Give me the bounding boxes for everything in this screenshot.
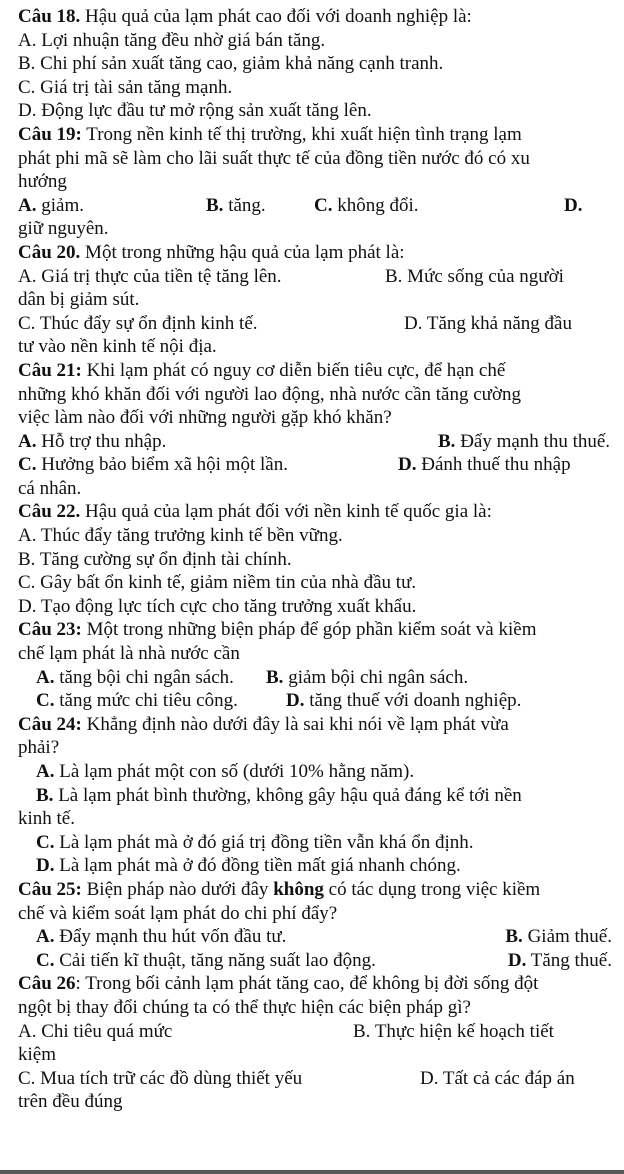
option-d: D. Tăng khả năng đầu (404, 312, 572, 334)
option-b-cont: kiệm (18, 1044, 56, 1066)
options-row (18, 194, 612, 218)
question-stem-cont: việc làm nào đối với những người gặp khó khăn? (18, 407, 392, 429)
question-stem: Biện pháp nào dưới đây (81, 878, 274, 900)
option-a: A. Lợi nhuận tăng đều nhờ giá bán tăng. (18, 29, 326, 51)
option-c: C. Là lạm phát mà ở đó giá trị đồng tiền vẫn khá ổn định. (36, 831, 474, 853)
options-row (18, 689, 612, 713)
question-stem-cont: chế lạm phát là nhà nước cần (18, 643, 240, 665)
question-stem: Khẳng định nào dưới đây là sai khi nói về lạm phát vừa (81, 713, 509, 735)
question-18 (18, 5, 612, 123)
question-stem-cont: ngột bị thay đổi chúng ta có thể thực hiện các biện pháp gì? (18, 996, 471, 1018)
option-a: A. Thúc đẩy tăng trưởng kinh tế bền vững. (18, 525, 343, 547)
option-b: B. Giảm thuế. (505, 926, 612, 948)
options-row (18, 265, 612, 289)
question-stem: Một trong những hậu quả của lạm phát là: (80, 241, 405, 263)
option-b: B. Là lạm phát bình thường, không gây hậu quả đáng kể tới nền (36, 784, 522, 806)
option-b: B. tăng. (206, 194, 266, 216)
question-stem: có tác dụng trong việc kiềm (323, 878, 541, 900)
page-bottom-edge (0, 1170, 624, 1174)
question-20 (18, 241, 612, 359)
option-c: C. Mua tích trữ các đồ dùng thiết yếu (18, 1067, 303, 1089)
option-d: D. Là lạm phát mà ở đó đồng tiền mất giá nhanh chóng. (36, 855, 461, 877)
option-d-cont: tư vào nền kinh tế nội địa. (18, 336, 217, 358)
option-d: D. Tạo động lực tích cực cho tăng trưởng xuất khẩu. (18, 595, 417, 617)
question-stem: Hậu quả của lạm phát cao đối với doanh nghiệp là: (80, 6, 472, 27)
question-stem-cont: hướng (18, 171, 67, 193)
option-c: C. Cải tiến kĩ thuật, tăng năng suất lao động. (36, 949, 376, 971)
options-row (18, 949, 612, 973)
options-row (18, 430, 612, 454)
option-b-cont: dân bị giảm sút. (18, 289, 140, 311)
option-b: B. Mức sống của người (385, 265, 564, 287)
option-d: D. (564, 194, 583, 216)
question-number: Câu 26 (18, 973, 76, 995)
question-number: Câu 19: (18, 123, 82, 145)
option-b: B. giảm bội chi ngân sách. (266, 666, 469, 688)
question-number: Câu 18. (18, 6, 81, 27)
option-a: A. Giá trị thực của tiền tệ tăng lên. (18, 265, 282, 287)
options-row (18, 1067, 612, 1091)
question-25 (18, 878, 612, 972)
options-row (18, 925, 612, 949)
question-stem-emphasis: không (273, 878, 324, 900)
question-number: Câu 24: (18, 713, 82, 735)
question-stem: Một trong những biện pháp để góp phần kiểm soát và kiềm (81, 619, 537, 641)
option-a: A. Hỗ trợ thu nhập. (18, 430, 167, 452)
option-a: A. Đẩy mạnh thu hút vốn đầu tư. (36, 926, 287, 948)
question-stem-cont: những khó khăn đối với người lao động, nhà nước cần tăng cường (18, 383, 521, 405)
options-row (18, 312, 612, 336)
question-number: Câu 20. (18, 241, 81, 263)
question-26 (18, 972, 612, 1114)
option-a: A. giảm. (18, 194, 84, 216)
options-row (18, 1020, 612, 1044)
option-d-cont: cá nhân. (18, 477, 82, 499)
question-number: Câu 25: (18, 878, 82, 900)
question-23 (18, 618, 612, 712)
question-stem: Trong nền kinh tế thị trường, khi xuất hiện tình trạng lạm (81, 123, 522, 145)
option-d: D. Động lực đầu tư mở rộng sản xuất tăng lên. (18, 100, 372, 122)
option-b: B. Chi phí sản xuất tăng cao, giảm khả năng cạnh tranh. (18, 53, 444, 75)
option-b-cont: kinh tế. (18, 808, 75, 830)
question-stem-cont: phát phi mã sẽ làm cho lãi suất thực tế của đồng tiền nước đó có xu (18, 147, 530, 169)
option-c: C. tăng mức chi tiêu công. (36, 690, 238, 712)
option-d-cont: trên đều đúng (18, 1091, 123, 1113)
option-d: D. tăng thuế với doanh nghiệp. (286, 690, 522, 712)
options-row (18, 666, 612, 690)
option-d-cont: giữ nguyên. (18, 218, 109, 240)
option-c: C. Giá trị tài sản tăng mạnh. (18, 76, 233, 98)
option-b: B. Đẩy mạnh thu thuế. (438, 430, 611, 452)
option-c: C. Thúc đẩy sự ổn định kinh tế. (18, 312, 258, 334)
option-a: A. tăng bội chi ngân sách. (36, 666, 234, 688)
option-c: C. Gây bất ổn kinh tế, giảm niềm tin của nhà đầu tư. (18, 572, 417, 594)
question-number: Câu 21: (18, 359, 82, 381)
option-d: D. Tăng thuế. (507, 949, 612, 971)
option-d: D. Đánh thuế thu nhập (398, 454, 571, 476)
option-a: A. Là lạm phát một con số (dưới 10% hằng năm). (36, 761, 415, 782)
question-number: Câu 22. (18, 501, 81, 523)
option-d: D. Tất cả các đáp án (420, 1067, 575, 1089)
question-stem-cont: phải? (18, 737, 60, 759)
question-24 (18, 713, 612, 878)
option-c: C. không đổi. (314, 194, 419, 216)
question-stem: Khi lạm phát có nguy cơ diễn biến tiêu cực, để hạn chế (81, 359, 506, 381)
option-b: B. Tăng cường sự ổn định tài chính. (18, 548, 292, 570)
option-b: B. Thực hiện kế hoạch tiết (353, 1020, 554, 1042)
question-22 (18, 500, 612, 618)
option-a: A. Chi tiêu quá mức (18, 1020, 173, 1042)
options-row (18, 453, 612, 477)
question-stem-cont: chế và kiểm soát lạm phát do chi phí đẩy? (18, 902, 338, 924)
question-stem: : Trong bối cảnh lạm phát tăng cao, để không bị đời sống đột (75, 973, 539, 995)
option-c: C. Hưởng bảo biểm xã hội một lần. (18, 454, 288, 476)
question-21 (18, 359, 612, 501)
question-number: Câu 23: (18, 619, 82, 641)
question-19 (18, 123, 612, 241)
question-stem: Hậu quả của lạm phát đối với nền kinh tế quốc gia là: (80, 501, 492, 523)
